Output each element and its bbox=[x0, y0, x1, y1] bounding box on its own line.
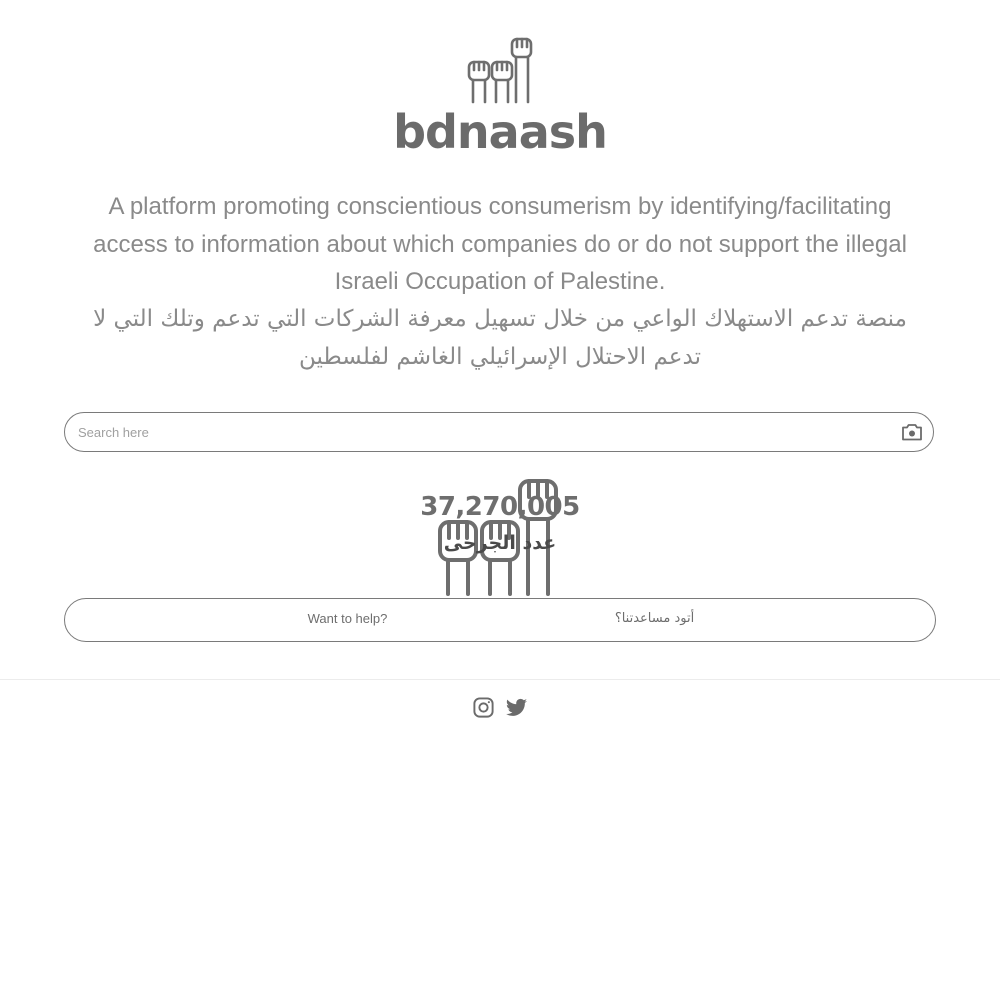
tagline-english: A platform promoting conscientious consumerism by identifying/facilitating access to information about which companies do or do not support the illegal Israeli Occupation of Palestine. bbox=[93, 193, 907, 295]
footer-divider bbox=[0, 679, 1000, 680]
counter-value: 37,270,005 bbox=[420, 492, 580, 522]
fists-logo-icon bbox=[440, 34, 560, 106]
brand-title: bdnaash bbox=[393, 105, 607, 159]
instagram-icon bbox=[472, 696, 495, 719]
search-input[interactable] bbox=[78, 413, 878, 451]
social-links bbox=[472, 696, 530, 720]
instagram-link[interactable] bbox=[472, 696, 495, 719]
twitter-icon bbox=[505, 696, 528, 719]
help-label-arabic: أتود مساعدتنا؟ bbox=[614, 611, 695, 626]
tagline-arabic: منصة تدعم الاستهلاك الواعي من خلال تسهيل معرفة الشركات التي تدعم وتلك التي لا تدعم الاحتلال الإسرائيلي الغاشم لفلسطين bbox=[93, 306, 907, 370]
twitter-link[interactable] bbox=[505, 696, 528, 719]
camera-icon[interactable] bbox=[901, 422, 923, 442]
search-bar[interactable] bbox=[64, 412, 934, 452]
help-button[interactable] bbox=[64, 598, 936, 642]
casualty-counter bbox=[400, 476, 600, 598]
counter-label: عدد الجرحى bbox=[443, 532, 557, 554]
help-label-english: Want to help? bbox=[307, 611, 388, 626]
